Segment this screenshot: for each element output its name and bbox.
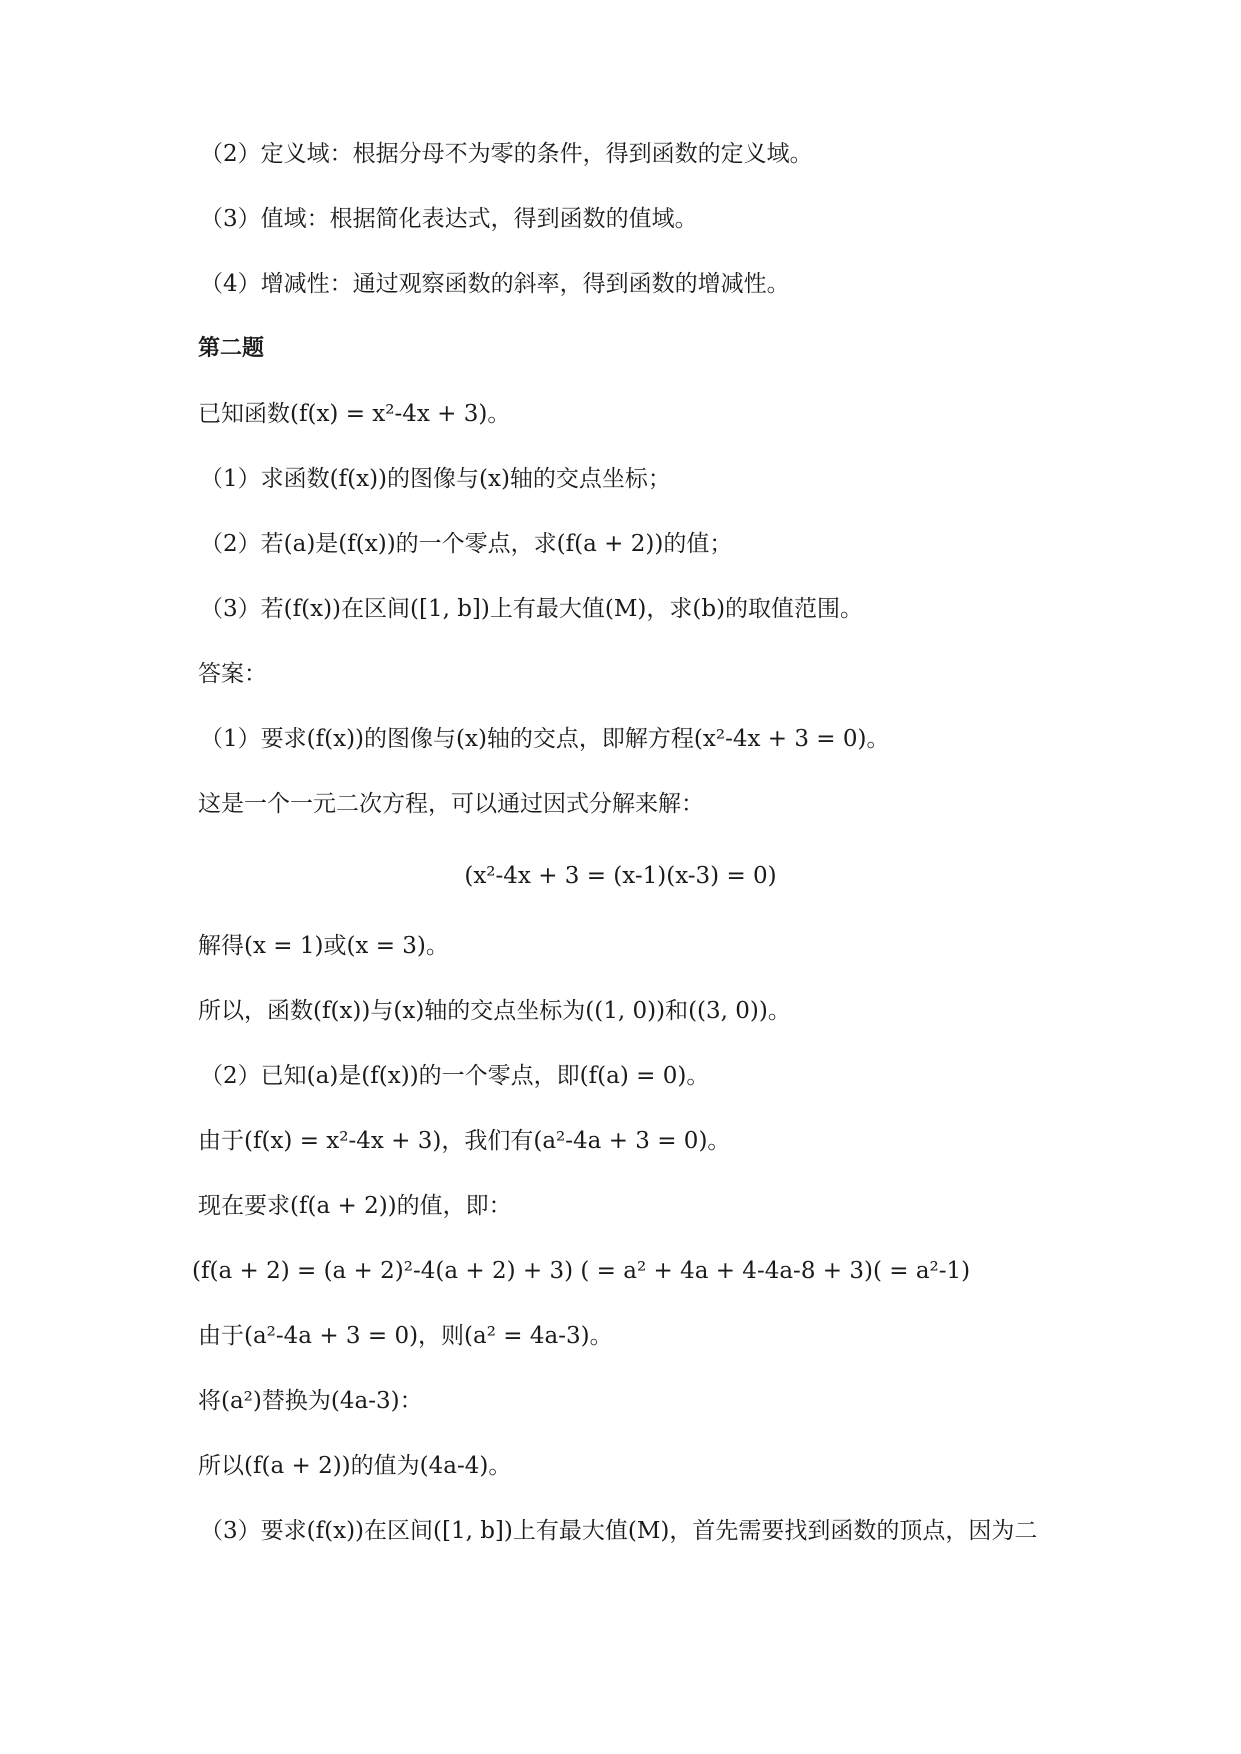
question-2: （2）若(a)是(f(x))的一个零点，求(f(a + 2))的值； [200, 531, 733, 557]
answer-2-step-4: 将(a²)替换为(4a-3)： [198, 1388, 423, 1414]
answer-2-intro: （2）已知(a)是(f(x))的一个零点，即(f(a) = 0)。 [200, 1063, 710, 1089]
answer-2-step-1: 由于(f(x) = x²-4x + 3)，我们有(a²-4a + 3 = 0)。 [198, 1128, 731, 1154]
factorization-equation: (x²-4x + 3 = (x-1)(x-3) = 0) [464, 863, 777, 889]
answer-2-step-3: 由于(a²-4a + 3 = 0)，则(a² = 4a-3)。 [198, 1323, 613, 1349]
answer-2-expansion: (f(a + 2) = (a + 2)²-4(a + 2) + 3) ( = a² + 4a + 4-4a-8 + 3)( = a²-1) [192, 1258, 971, 1284]
answer-1-intro: （1）要求(f(x))的图像与(x)轴的交点，即解方程(x²-4x + 3 = 0)。 [200, 726, 890, 752]
text-line-range: （3）值域：根据简化表达式，得到函数的值域。 [200, 206, 698, 232]
text-line-monotonicity: （4）增减性：通过观察函数的斜率，得到函数的增减性。 [200, 271, 790, 297]
answer-1-method: 这是一个一元二次方程，可以通过因式分解来解： [198, 791, 704, 817]
answer-2-step-2: 现在要求(f(a + 2))的值，即： [198, 1193, 512, 1219]
answer-1-solution: 解得(x = 1)或(x = 3)。 [198, 933, 449, 959]
question-1: （1）求函数(f(x))的图像与(x)轴的交点坐标； [200, 466, 671, 492]
section-heading: 第二题 [198, 336, 265, 361]
question-3: （3）若(f(x))在区间([1, b])上有最大值(M)，求(b)的取值范围。 [200, 596, 864, 622]
answer-1-conclusion: 所以，函数(f(x))与(x)轴的交点坐标为((1, 0))和((3, 0))。 [198, 998, 791, 1024]
answer-3-intro: （3）要求(f(x))在区间([1, b])上有最大值(M)，首先需要找到函数的顶点，因为二 [200, 1518, 1038, 1544]
text-line-domain: （2）定义域：根据分母不为零的条件，得到函数的定义域。 [200, 141, 813, 167]
problem-statement: 已知函数(f(x) = x²-4x + 3)。 [198, 401, 511, 427]
answer-2-conclusion: 所以(f(a + 2))的值为(4a-4)。 [198, 1453, 512, 1479]
answer-label: 答案： [198, 661, 267, 687]
